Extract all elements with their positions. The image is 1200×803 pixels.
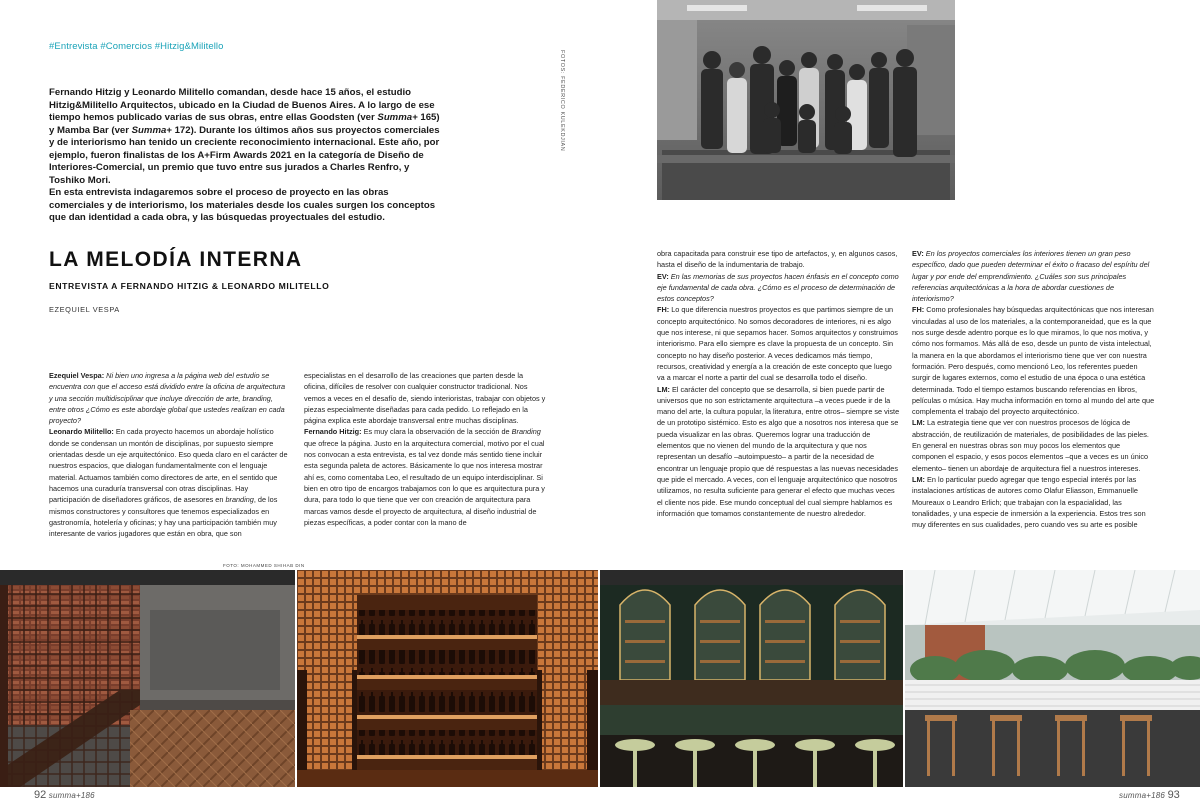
interior-photo-staircase	[0, 570, 295, 787]
intro-text	[49, 87, 444, 225]
team-photo	[657, 0, 955, 200]
intro-paragraph-2: En esta entrevista indagaremos sobre el proceso de proyecto en las obras comerciales y de interiorismo, los materiales desde los cuales surgen los conceptos que dan identidad a cada obra, y las búsquedas proyectuales del estudio.	[49, 187, 436, 223]
interior-photo-shelves	[297, 570, 598, 787]
answer-paragraph: LM: En lo particular puedo agregar que tengo especial interés por las instalaciones artísticas de autores como Olafur Eliasson, Emmanuelle Moureaux o Leandro Erlich; que trabajan con la espacialidad, las tonalidades, y una especie de inmersión a la experiencia. Estos tres son muy diferentes en sus cualidades, pero cuando ves su arte es posible	[912, 474, 1146, 530]
footer-left	[34, 789, 95, 801]
photo-credit-bottom: FOTO: MOHAMMED SHIHAB DIN	[223, 563, 305, 568]
question-paragraph: Ezequiel Vespa: Ni bien uno ingresa a la página web del estudio se encuentra con que el acceso está dividido entre la oficina de arquitectura y una sección multidisciplinar que incluye dirección de arte, branding, entre otros ¿Cómo es este abordaje global que ustedes realizan en cada proyecto?	[49, 371, 286, 426]
interior-photo-terrace	[905, 570, 1200, 787]
answer-paragraph: Fernando Hitzig: Es muy clara la observación de la sección de Branding que ofrece la página. Justo en la arquitectura comercial, motivo por el cual nos convocan a esta entrevista, es tal vez donde más sentido tiene incluir esta segunda paleta de actores. Básicamente lo que nos interesa mostrar ahí es, como comentaba Leo, el resultado de un equipo interdisciplinar. Si bien en otro tipo de encargos trabajamos con lo que es arquitectura pura y dura, para todo lo que tiene que ver con creación de arquitectura para marcas vamos desde el proyecto de arquitectura, al diseño industrial de piezas específicas, a poder contar con la mano de	[304, 427, 545, 527]
answer-paragraph: FH: Como profesionales hay búsquedas arquitectónicas que nos interesan vinculadas al uso de los materiales, a la contemporaneidad, que es la que nos surge desde adentro porque es lo que miramos, lo que nos motiva, y cómo nos formamos. Más allá de eso, desde un punto de vista intelectual, la manera en la que abordamos el interiorismo tiene que ver con nuestra formación. Pero después, como mencionó Leo, los referentes pueden surgir de lugares externos, como el estudio de una época o una estética determinada. Todo el tiempo estamos buscando referencias en libros, películas o música. Hay mucha información en torno al mundo del arte que complementa el trabajo del proyecto arquitectónico.	[912, 305, 1155, 417]
question-paragraph: EV: En las memorias de sus proyectos hacen énfasis en el concepto como eje fundamental de cada obra. ¿Cómo es el proceso de determinación de estos conceptos?	[657, 271, 899, 304]
text-column-4	[912, 248, 1156, 530]
text-column-2	[304, 370, 547, 528]
article-author: EZEQUIEL VESPA	[49, 305, 120, 314]
intro-paragraph-1: Fernando Hitzig y Leonardo Militello comandan, desde hace 15 años, el estudio Hitzig&Militello Arquitectos, ubicado en la Ciudad de Buenos Aires. A lo largo de ese tiempo hemos publicado varias de sus obras, entre ellas Goodsten (ver Summa+ 165) y Mamba Bar (ver Summa+ 172). Durante los últimos años sus proyectos comerciales y de interiorismo han tenido un creciente reconocimiento internacional. Este año, por ejemplo, fueron finalistas de los A+Firm Awards 2021 en la categoría de Diseño de Interiores-Comercial, un premio que tuvo entre sus jurados a Charles Renfro, y Toshiko Mori.	[49, 87, 440, 186]
article-title: LA MELODÍA INTERNA	[49, 248, 303, 271]
page-number-left: 92	[34, 789, 47, 801]
page-number-right: 93	[1167, 789, 1180, 801]
magazine-brand-right: summa+186	[1119, 791, 1166, 800]
answer-paragraph: Leonardo Militello: En cada proyecto hacemos un abordaje holístico donde se condensan un montón de disciplinas, por supuesto siempre orientadas desde un eje arquitectónico. Eso queda claro en el carácter de nuestros espacios, que dialogan fundamentalmente con el lenguaje material. Actuamos también como directores de arte, en el sentido que hacemos una curaduría transversal con otras disciplinas. Hay participación de diseñadores gráficos, de asesores en branding, de los mismos constructores y consultores que tenemos especializados en gastronomía, hotelería y oficinas; y hay una participación también muy interesante de varios jugadores que están en obra, que son	[49, 427, 288, 539]
text-column-3	[657, 248, 901, 519]
interior-photo-bar	[600, 570, 903, 787]
answer-paragraph: especialistas en el desarrollo de las creaciones que parten desde la oficina, difíciles de resolver con cualquier constructor tradicional. Nos vemos a veces en el desafío de, siendo interioristas, trabajar con objetos y piezas especialmente diseñadas para cada pedido. Lo reflejado en la página explica este abordaje transversal entre muchas disciplinas.	[304, 371, 546, 426]
answer-paragraph: LM: El carácter del concepto que se desarrolla, si bien puede partir de universos que no son estrictamente arquitectura –a veces puede ir de la mano del arte, la cultura popular, la literatura, entre otros– siempre se viste de un prototipo sistémico. Esto es algo que a nosotros nos interesa que se pueda visualizar en las obras. Queremos lograr una traducción de elementos que no vienen del mundo de la arquitectura y que nos representan un desafío –autoimpuesto– a partir de la necesidad de encontrar un lenguaje propio que dé respuestas a las nuevas necesidades que pide el mercado. A veces, con el lenguaje arquitectónico que nosotros utilizamos, no resulta suficiente para generar el efecto que muchas veces el cliente nos pide. Ese mundo conceptual del cual siempre hablamos es información que tomamos constantemente de nuestro alrededor.	[657, 384, 900, 518]
article-tags: #Entrevista #Comercios #Hitzig&Militello	[49, 41, 224, 52]
magazine-brand-left: summa+186	[48, 791, 95, 800]
answer-paragraph: obra capacitada para construir ese tipo de artefactos, y, en algunos casos, hasta el diseño de la indumentaria de trabajo.	[657, 249, 898, 270]
text-column-1	[49, 370, 289, 539]
article-subtitle: ENTREVISTA A FERNANDO HITZIG & LEONARDO MILITELLO	[49, 281, 330, 291]
answer-paragraph: FH: Lo que diferencia nuestros proyectos es que partimos siempre de un concepto arquitectónico. No somos decoradores de interiores, ni es algo que nos interese, ni que sepamos hacer. Somos arquitectos y construimos interiorismo. Para ello siempre es clave la propuesta de un concepto. Sin concepto no hay diseño posterior. A veces dedicamos más tiempo, recursos, creatividad y energía a la creación de este concepto que luego va a marcar el norte a partir del cual se desarrolla todo el diseño.	[657, 305, 898, 383]
answer-paragraph: LM: La estrategia tiene que ver con nuestros procesos de lógica de abstracción, de reutilización de materiales, de posibilidades de las pieles. En general en nuestras obras son muy pocos los elementos que componen el espacio, y esos pocos elementos –que a veces es un único elemento– tienen un abordaje de arquitectura fiel a nuestros intereses.	[912, 418, 1149, 473]
footer-right	[1119, 789, 1180, 801]
photo-credit-top: FOTOS: FEDERICO KULEKDJIAN	[559, 50, 565, 152]
question-paragraph: EV: En los proyectos comerciales los interiores tienen un gran peso específico, dado que pueden determinar el éxito o fracaso del espíritu del lugar y por ende del emprendimiento. ¿Cuáles son sus principales referencias arquitectónicas a la hora de abordar cuestiones de interiorismo?	[912, 249, 1150, 304]
